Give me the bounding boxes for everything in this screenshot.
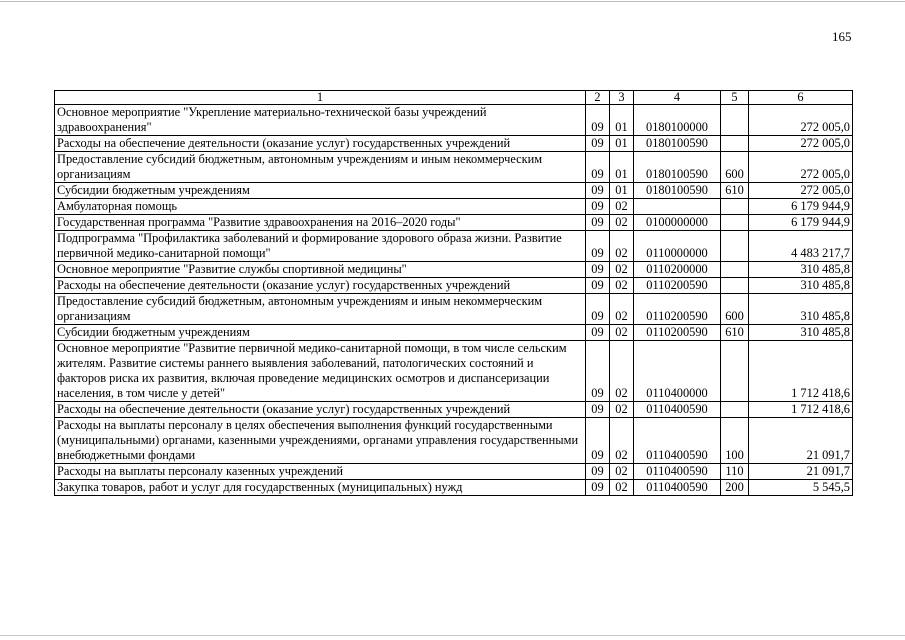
row-c6: 310 485,8 [749,278,853,294]
row-c2: 09 [586,325,610,341]
row-c3: 02 [610,231,634,262]
row-c2: 09 [586,215,610,231]
budget-table [54,90,853,496]
row-c2: 09 [586,183,610,199]
row-c6: 5 545,5 [749,480,853,496]
row-c5: 610 [721,325,749,341]
table-row [55,215,853,231]
row-c2: 09 [586,278,610,294]
row-name: Расходы на обеспечение деятельности (оказание услуг) государственных учреждений [55,278,586,294]
row-name: Предоставление субсидий бюджетным, автономным учреждениям и иным некоммерческим организациям [55,294,586,325]
row-c6: 272 005,0 [749,183,853,199]
table-row [55,199,853,215]
row-name: Предоставление субсидий бюджетным, автономным учреждениям и иным некоммерческим организациям [55,152,586,183]
row-c5 [721,136,749,152]
row-c2: 09 [586,152,610,183]
row-name: Расходы на обеспечение деятельности (оказание услуг) государственных учреждений [55,402,586,418]
row-c2: 09 [586,464,610,480]
row-name: Субсидии бюджетным учреждениям [55,183,586,199]
row-c2: 09 [586,418,610,464]
row-c5 [721,262,749,278]
header-cell: 1 [55,91,586,105]
row-c4: 0100000000 [634,215,721,231]
row-c3: 02 [610,480,634,496]
row-name: Подпрограмма "Профилактика заболеваний и формирование здорового образа жизни. Развитие первичной медико-санитарной помощи" [55,231,586,262]
table-row [55,152,853,183]
row-c2: 09 [586,294,610,325]
row-c5: 610 [721,183,749,199]
row-c6: 1 712 418,6 [749,341,853,402]
row-c4: 0180100590 [634,152,721,183]
table-row [55,231,853,262]
row-name: Амбулаторная помощь [55,199,586,215]
row-c3: 01 [610,105,634,136]
row-c6: 272 005,0 [749,105,853,136]
row-c6: 21 091,7 [749,464,853,480]
row-c5: 200 [721,480,749,496]
top-edge-line [0,1,905,2]
row-name: Основное мероприятие "Развитие службы спортивной медицины" [55,262,586,278]
row-c4: 0110400590 [634,402,721,418]
table-row [55,262,853,278]
row-c5 [721,215,749,231]
row-c3: 01 [610,183,634,199]
row-c4: 0110400590 [634,418,721,464]
row-c6: 6 179 944,9 [749,215,853,231]
table-header-row [55,91,853,105]
row-c6: 310 485,8 [749,294,853,325]
row-c2: 09 [586,341,610,402]
page-number: 165 [832,29,852,44]
row-c3: 02 [610,464,634,480]
row-c4: 0110400590 [634,480,721,496]
row-c5 [721,105,749,136]
row-c5 [721,402,749,418]
table-row [55,294,853,325]
row-c3: 02 [610,402,634,418]
row-c6: 272 005,0 [749,152,853,183]
row-c5 [721,231,749,262]
row-c4: 0180100590 [634,136,721,152]
row-c5: 600 [721,152,749,183]
row-c3: 02 [610,199,634,215]
row-c4: 0110200590 [634,325,721,341]
row-c3: 02 [610,294,634,325]
table-row [55,105,853,136]
row-c4: 0110400000 [634,341,721,402]
row-c6: 6 179 944,9 [749,199,853,215]
row-name: Расходы на выплаты персоналу в целях обеспечения выполнения функций государственными (муниципальными) органами, казенными учреждениями, органами управления государственными внебюджетными фондами [55,418,586,464]
table-row [55,183,853,199]
row-c3: 02 [610,278,634,294]
header-cell: 6 [749,91,853,105]
row-c3: 02 [610,325,634,341]
row-c5 [721,199,749,215]
row-c3: 02 [610,418,634,464]
row-c4 [634,199,721,215]
table-row [55,480,853,496]
header-cell: 2 [586,91,610,105]
row-c6: 1 712 418,6 [749,402,853,418]
row-c4: 0180100590 [634,183,721,199]
row-c3: 02 [610,215,634,231]
row-c2: 09 [586,136,610,152]
bottom-edge-line [0,635,905,636]
table-row [55,402,853,418]
row-c2: 09 [586,199,610,215]
table-row [55,325,853,341]
row-c2: 09 [586,402,610,418]
row-c6: 310 485,8 [749,262,853,278]
row-c4: 0110400590 [634,464,721,480]
row-name: Основное мероприятие "Развитие первичной медико-санитарной помощи, в том числе сельским жителям. Развитие системы раннего выявления заболеваний, патологических состояний и факторов риска их развития, включая проведение медицинских осмотров и диспансеризации населения, в том числе у детей" [55,341,586,402]
row-c4: 0110000000 [634,231,721,262]
row-c5 [721,278,749,294]
row-c6: 310 485,8 [749,325,853,341]
header-cell: 5 [721,91,749,105]
row-name: Закупка товаров, работ и услуг для государственных (муниципальных) нужд [55,480,586,496]
header-cell: 3 [610,91,634,105]
row-name: Основное мероприятие "Укрепление материально-технической базы учреждений здравоохранения" [55,105,586,136]
row-name: Расходы на выплаты персоналу казенных учреждений [55,464,586,480]
row-c6: 272 005,0 [749,136,853,152]
table-row [55,278,853,294]
header-cell: 4 [634,91,721,105]
row-c3: 02 [610,262,634,278]
row-c5: 100 [721,418,749,464]
row-c6: 4 483 217,7 [749,231,853,262]
row-c2: 09 [586,231,610,262]
row-c4: 0110200000 [634,262,721,278]
row-c5: 600 [721,294,749,325]
row-c4: 0110200590 [634,294,721,325]
row-name: Субсидии бюджетным учреждениям [55,325,586,341]
row-c3: 01 [610,136,634,152]
row-c5 [721,341,749,402]
table-row [55,136,853,152]
row-c6: 21 091,7 [749,418,853,464]
row-c4: 0110200590 [634,278,721,294]
row-name: Государственная программа "Развитие здравоохранения на 2016–2020 годы" [55,215,586,231]
row-c3: 01 [610,152,634,183]
row-c2: 09 [586,105,610,136]
table-row [55,341,853,402]
table-row [55,418,853,464]
row-c2: 09 [586,262,610,278]
table-row [55,464,853,480]
row-name: Расходы на обеспечение деятельности (оказание услуг) государственных учреждений [55,136,586,152]
row-c4: 0180100000 [634,105,721,136]
row-c5: 110 [721,464,749,480]
row-c3: 02 [610,341,634,402]
row-c2: 09 [586,480,610,496]
